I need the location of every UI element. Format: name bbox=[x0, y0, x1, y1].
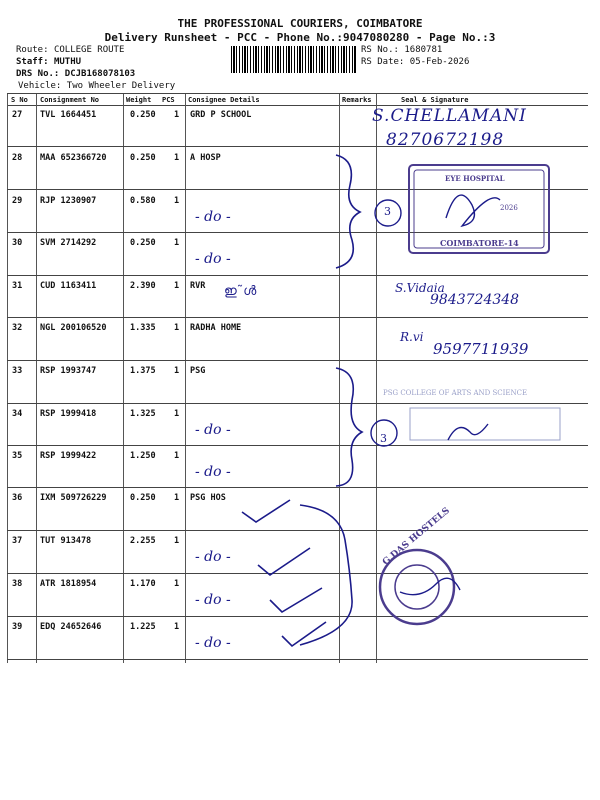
row-sno: 37 bbox=[12, 536, 23, 546]
signature-row32-name: R.vi bbox=[400, 330, 424, 344]
ditto-mark: - do - bbox=[195, 464, 231, 480]
signature-row31-name: S.Vidaia bbox=[395, 281, 445, 295]
row-pcs: 1 bbox=[174, 409, 180, 419]
consignee-signature-row31: ഇ˜ൾ bbox=[224, 284, 257, 299]
row-pcs: 1 bbox=[174, 622, 180, 632]
brace-count-1: 3 bbox=[384, 205, 391, 218]
row-consignee: PSG bbox=[190, 366, 206, 376]
hostel-stamp-text: G.DAS HOSTELS bbox=[381, 505, 452, 568]
row-sno: 38 bbox=[12, 579, 23, 589]
row-consignment-no: RSP 1993747 bbox=[40, 366, 97, 376]
row-pcs: 1 bbox=[174, 536, 180, 546]
row-sno: 33 bbox=[12, 366, 23, 376]
row-pcs: 1 bbox=[174, 366, 180, 376]
row-sno: 35 bbox=[12, 451, 23, 461]
hospital-stamp-date: 2026 bbox=[500, 204, 518, 212]
vehicle-label: Vehicle: bbox=[18, 81, 62, 91]
hospital-stamp-city: COIMBATORE-14 bbox=[440, 238, 519, 248]
row-weight: 1.335 bbox=[130, 323, 156, 333]
route-label: Route: bbox=[16, 45, 49, 55]
row-consignment-no: RSP 1999422 bbox=[40, 451, 97, 461]
row-weight: 0.250 bbox=[130, 153, 156, 163]
row-consignee: RVR bbox=[190, 281, 206, 291]
row-sno: 39 bbox=[12, 622, 23, 632]
brace-mark bbox=[336, 155, 360, 268]
row-consignment-no: RSP 1999418 bbox=[40, 409, 97, 419]
brace-mark bbox=[300, 505, 352, 645]
check-mark bbox=[270, 588, 322, 612]
signature-scrawl bbox=[446, 195, 500, 226]
row-consignment-no: CUD 1163411 bbox=[40, 281, 97, 291]
row-sno: 30 bbox=[12, 238, 23, 248]
ditto-mark: - do - bbox=[195, 549, 231, 565]
row-pcs: 1 bbox=[174, 451, 180, 461]
col-header-sno: S No bbox=[11, 96, 28, 104]
check-mark bbox=[258, 548, 310, 575]
row-consignee: RADHA HOME bbox=[190, 323, 242, 333]
col-header-pcs: PCS bbox=[162, 96, 175, 104]
col-header-seal-signature: Seal & Signature bbox=[401, 96, 469, 104]
hospital-stamp-top: EYE HOSPITAL bbox=[445, 174, 505, 183]
row-pcs: 1 bbox=[174, 153, 180, 163]
drs-value: DCJB168078103 bbox=[64, 69, 136, 79]
row-consignment-no: RJP 1230907 bbox=[40, 196, 97, 206]
col-header-consignment: Consignment No bbox=[40, 96, 100, 104]
row-weight: 1.170 bbox=[130, 579, 156, 589]
rs-date-label: RS Date: bbox=[361, 57, 405, 67]
row-weight: 1.250 bbox=[130, 451, 156, 461]
ditto-mark: - do - bbox=[195, 209, 231, 225]
runsheet-subtitle: Delivery Runsheet - PCC - Phone No.:9047080280 - Page No.:3 bbox=[104, 31, 496, 44]
row-weight: 0.580 bbox=[130, 196, 156, 206]
ditto-mark: - do - bbox=[195, 251, 231, 267]
row-consignee: GRD P SCHOOL bbox=[190, 110, 252, 120]
row-pcs: 1 bbox=[174, 579, 180, 589]
row-consignee: PSG HOS bbox=[190, 493, 226, 503]
ditto-mark: - do - bbox=[195, 635, 231, 651]
signature-row27-name: S.CHELLAMANI bbox=[372, 106, 527, 126]
rs-no-value: 1680781 bbox=[404, 45, 443, 55]
row-sno: 31 bbox=[12, 281, 23, 291]
row-consignment-no: ATR 1818954 bbox=[40, 579, 97, 589]
row-weight: 1.225 bbox=[130, 622, 156, 632]
row-pcs: 1 bbox=[174, 281, 180, 291]
col-header-consignee: Consignee Details bbox=[188, 96, 260, 104]
row-consignment-no: TUT 913478 bbox=[40, 536, 92, 546]
row-consignment-no: EDQ 24652646 bbox=[40, 622, 102, 632]
signature-row32-phone: 9597711939 bbox=[433, 340, 529, 358]
rs-date-value: 05-Feb-2026 bbox=[409, 57, 470, 67]
row-weight: 2.390 bbox=[130, 281, 156, 291]
row-consignment-no: MAA 652366720 bbox=[40, 153, 107, 163]
row-sno: 34 bbox=[12, 409, 23, 419]
staff-value: MUTHU bbox=[53, 57, 82, 67]
college-stamp-text: PSG COLLEGE OF ARTS AND SCIENCE bbox=[383, 389, 528, 397]
row-weight: 0.250 bbox=[130, 493, 156, 503]
row-pcs: 1 bbox=[174, 110, 180, 120]
row-pcs: 1 bbox=[174, 196, 180, 206]
row-weight: 0.250 bbox=[130, 110, 156, 120]
row-consignee: A HOSP bbox=[190, 153, 221, 163]
check-mark bbox=[282, 622, 326, 646]
signature-scrawl bbox=[400, 578, 460, 594]
ditto-mark: - do - bbox=[195, 422, 231, 438]
check-mark bbox=[242, 500, 290, 522]
ditto-mark: - do - bbox=[195, 592, 231, 608]
row-sno: 32 bbox=[12, 323, 23, 333]
staff-label: Staff: bbox=[16, 57, 49, 67]
route-value: COLLEGE ROUTE bbox=[53, 45, 125, 55]
college-stamp bbox=[410, 408, 560, 440]
row-weight: 0.250 bbox=[130, 238, 156, 248]
row-consignment-no: IXM 509726229 bbox=[40, 493, 107, 503]
brace-count-2: 3 bbox=[380, 432, 387, 445]
row-consignment-no: SVM 2714292 bbox=[40, 238, 97, 248]
row-sno: 28 bbox=[12, 153, 23, 163]
row-pcs: 1 bbox=[174, 323, 180, 333]
brace-mark bbox=[336, 368, 362, 486]
vehicle-value: Two Wheeler Delivery bbox=[66, 81, 176, 91]
col-header-remarks: Remarks bbox=[342, 96, 372, 104]
drs-label: DRS No.: bbox=[16, 69, 60, 79]
signature-scrawl bbox=[448, 424, 488, 440]
row-weight: 1.375 bbox=[130, 366, 156, 376]
company-title: THE PROFESSIONAL COURIERS, COIMBATORE bbox=[177, 17, 423, 30]
row-sno: 29 bbox=[12, 196, 23, 206]
col-header-weight: Weight bbox=[126, 96, 152, 104]
row-pcs: 1 bbox=[174, 238, 180, 248]
row-sno: 27 bbox=[12, 110, 23, 120]
row-weight: 2.255 bbox=[130, 536, 156, 546]
row-consignment-no: TVL 1664451 bbox=[40, 110, 97, 120]
rs-no-label: RS No.: bbox=[361, 45, 399, 55]
row-sno: 36 bbox=[12, 493, 23, 503]
row-weight: 1.325 bbox=[130, 409, 156, 419]
signature-row31-phone: 9843724348 bbox=[430, 292, 520, 308]
row-pcs: 1 bbox=[174, 493, 180, 503]
row-consignment-no: NGL 200106520 bbox=[40, 323, 107, 333]
signature-row27-phone: 8270672198 bbox=[386, 130, 505, 150]
